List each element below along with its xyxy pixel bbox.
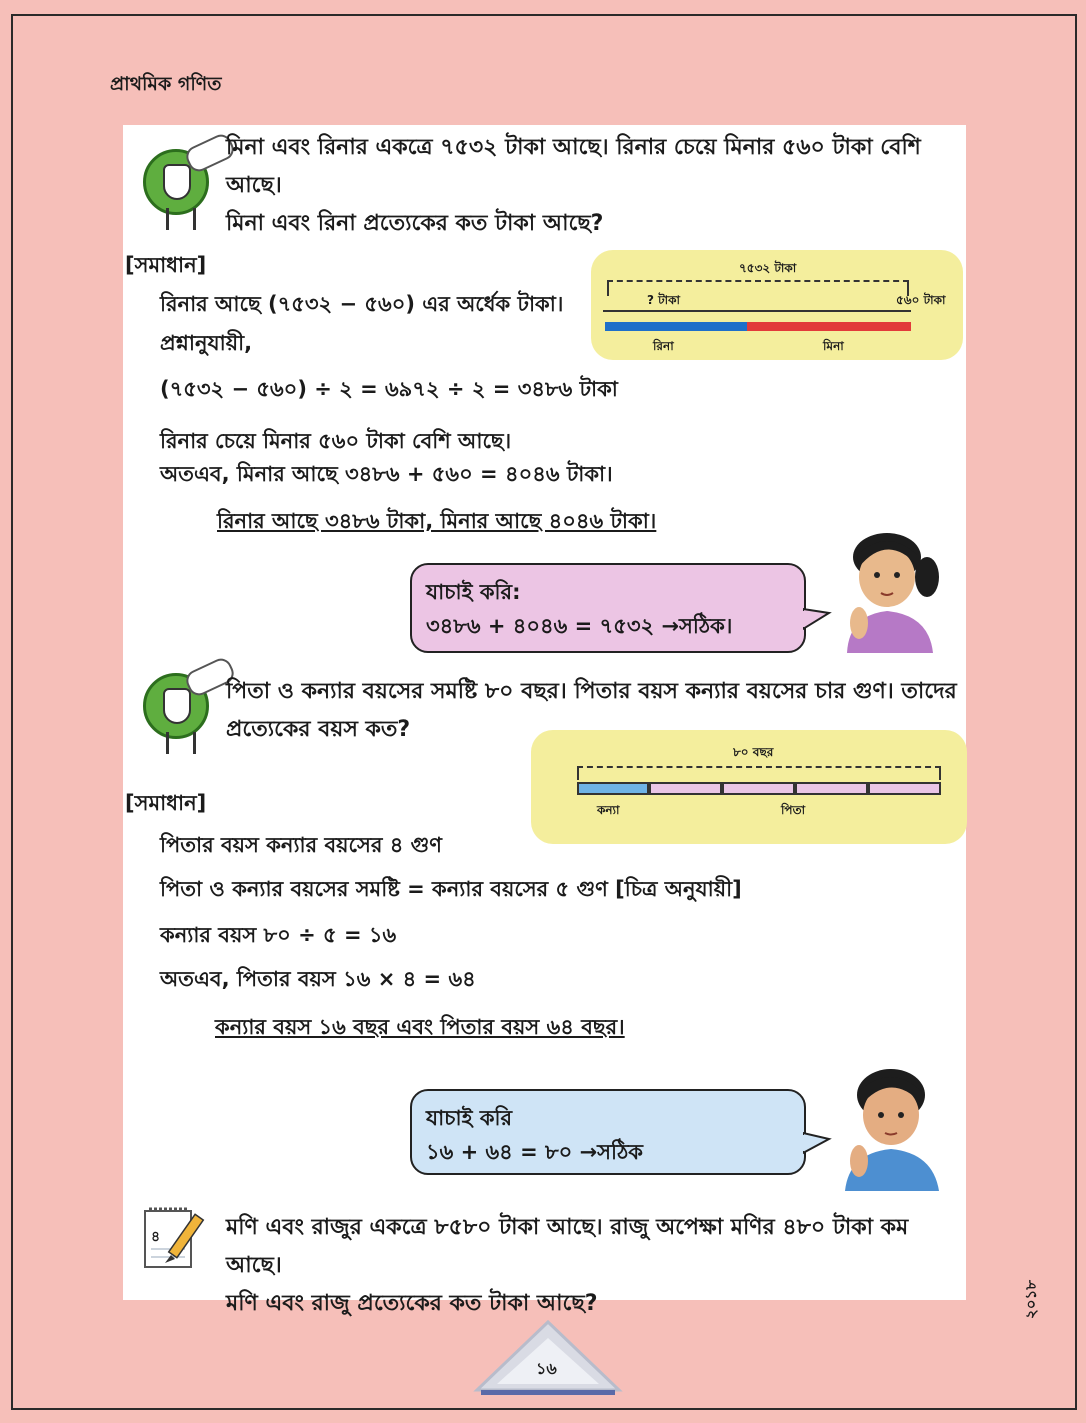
mina-label: মিনা (823, 339, 844, 353)
page-number: ১৬ (536, 1359, 557, 1378)
check-bubble-1 (410, 563, 806, 653)
check-1-equation: ৩৪৮৬ + ৪০৪৬ = ৭৫৩২ →সঠিক। (426, 614, 733, 638)
check-2-title: যাচাই করি (426, 1106, 513, 1130)
father-bar-part (868, 782, 941, 795)
mina-bar (747, 322, 911, 331)
compass-problem-icon (143, 149, 209, 215)
girl-illustration (829, 527, 967, 653)
rina-label: রিনা (653, 339, 674, 353)
problem-1 (226, 129, 966, 243)
father-bar-part (795, 782, 868, 795)
money-bar-diagram (591, 250, 963, 360)
content-sheet (123, 125, 966, 1316)
exercise-line-1: মণি এবং রাজুর একত্রে ৮৫৮০ টাকা আছে। রাজু অপেক্ষা মণির ৪৮০ টাকা কম আছে। (226, 1215, 909, 1278)
rina-bar (605, 322, 747, 331)
solution-2-answer: কন্যার বয়স ১৬ বছর এবং পিতার বয়স ৬৪ বছর। (215, 1015, 625, 1039)
unknown-amount-label: ? টাকা (647, 293, 681, 307)
problem-2-line-1: পিতা ও কন্যার বয়সের সমষ্টি ৮০ বছর। পিতার বয়স কন্যার বয়সের চার গুণ। তাদের (226, 679, 957, 704)
solution-1-answer: রিনার আছে ৩৪৮৬ টাকা, মিনার আছে ৪০৪৬ টাকা। (217, 509, 657, 533)
problem-2-line-2: প্রত্যেকের বয়স কত? (226, 717, 411, 742)
solution-2-line-1: পিতার বয়স কন্যার বয়সের ৪ গুণ (160, 833, 442, 857)
solution-2-line-4: অতএব, পিতার বয়স ১৬ × ৪ = ৬৪ (160, 967, 476, 991)
solution-1-heading: [সমাধান] (125, 253, 207, 277)
side-edition-number: ২০১৮ (1022, 1280, 1040, 1319)
check-2-equation: ১৬ + ৬৪ = ৮০ →সঠিক (426, 1140, 643, 1164)
boy-illustration (829, 1061, 967, 1191)
daughter-bar (577, 782, 649, 795)
daughter-label: কন্যা (597, 803, 620, 817)
father-bar-part (722, 782, 795, 795)
solution-1-line-3: (৭৫৩২ − ৫৬০) ÷ ২ = ৬৯৭২ ÷ ২ = ৩৪৮৬ টাকা (160, 377, 618, 401)
solution-1-line-1: রিনার আছে (৭৫৩২ − ৫৬০) এর অর্ধেক টাকা। (160, 292, 564, 316)
problem-1-line-1: মিনা এবং রিনার একত্রে ৭৫৩২ টাকা আছে। রিনার চেয়ে মিনার ৫৬০ টাকা বেশি আছে। (226, 135, 921, 198)
solution-1-line-2: প্রশ্নানুযায়ী, (160, 331, 253, 355)
solution-1-line-5: অতএব, মিনার আছে ৩৪৮৬ + ৫৬০ = ৪০৪৬ টাকা। (160, 462, 613, 486)
solution-2-line-2: পিতা ও কন্যার বয়সের সমষ্টি = কন্যার বয়সের ৫ গুণ [চিত্র অনুযায়ী] (160, 877, 742, 901)
problem-1-line-2: মিনা এবং রিনা প্রত্যেকের কত টাকা আছে? (226, 211, 604, 236)
extra-amount-label: ৫৬০ টাকা (896, 293, 946, 307)
solution-2-line-3: কন্যার বয়স ৮০ ÷ ৫ = ১৬ (160, 923, 397, 947)
compass-problem-icon-2 (143, 673, 209, 739)
solution-1-line-4: রিনার চেয়ে মিনার ৫৬০ টাকা বেশি আছে। (160, 429, 512, 453)
age-total-label: ৮০ বছর (733, 745, 774, 759)
solution-2-heading: [সমাধান] (125, 791, 207, 815)
age-bar-diagram (531, 730, 967, 844)
total-bracket (607, 280, 909, 282)
age-total-bracket (577, 766, 941, 768)
check-1-title: যাচাই করি: (426, 580, 521, 604)
exercise-4 (226, 1209, 966, 1323)
father-label: পিতা (781, 803, 806, 817)
exercise-line-2: মণি এবং রাজু প্রত্যেকের কত টাকা আছে? (226, 1291, 598, 1316)
check-bubble-2 (410, 1089, 806, 1175)
diagram-total-label: ৭৫৩২ টাকা (739, 261, 797, 275)
book-title: প্রাথমিক গণিত (110, 73, 222, 95)
exercise-number: ৪ (151, 1229, 161, 1245)
father-bar-part (649, 782, 722, 795)
